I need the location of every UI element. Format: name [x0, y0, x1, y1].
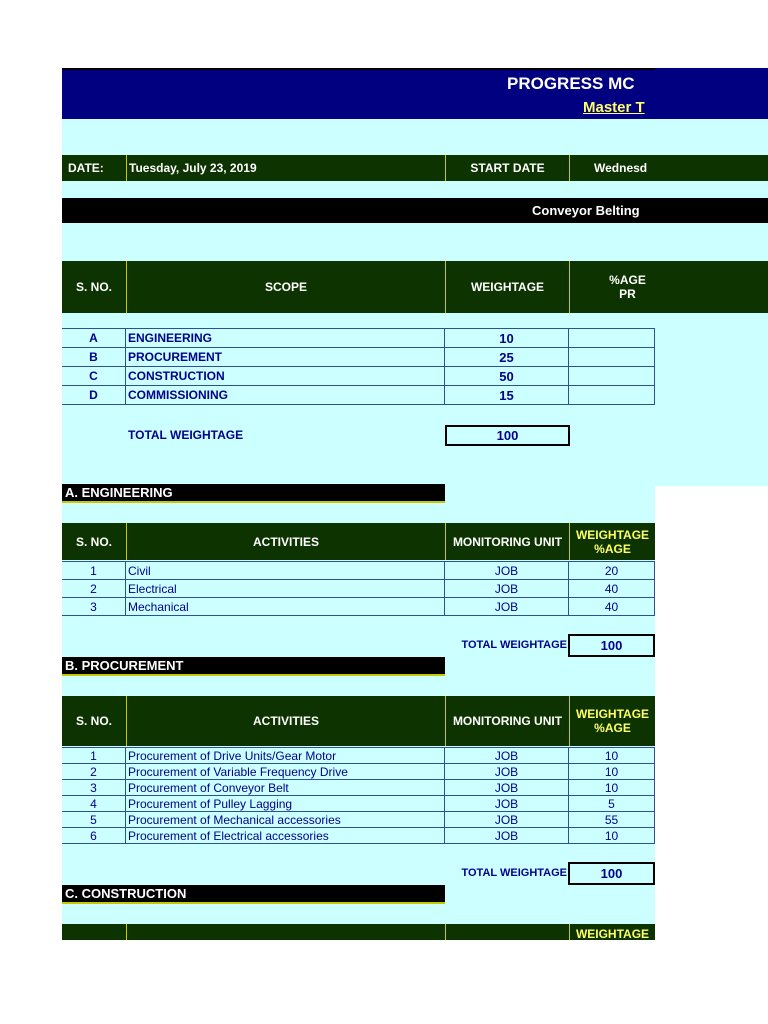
proc-sno: 5 — [62, 812, 126, 828]
eng-unit: JOB — [445, 562, 569, 580]
scope-rows — [62, 328, 655, 405]
cons-col-sno — [62, 924, 126, 940]
proc-activity: Procurement of Mechanical accessories — [126, 812, 445, 828]
title-bar-mask — [655, 68, 768, 119]
eng-sno: 2 — [62, 580, 126, 598]
date-bar — [62, 155, 768, 181]
proc-sno: 6 — [62, 828, 126, 844]
eng-col-weightage — [569, 523, 655, 560]
start-date-label: START DATE — [445, 155, 569, 181]
proc-col-weightage — [569, 696, 655, 746]
section-title-procurement: B. PROCUREMENT — [62, 657, 445, 676]
proc-sno: 3 — [62, 780, 126, 796]
scope-progress — [569, 367, 655, 386]
scope-col-weightage: WEIGHTAGE — [445, 261, 569, 313]
proc-weightage: 10 — [569, 828, 655, 844]
table-row — [62, 780, 655, 796]
scope-weightage: 15 — [445, 386, 569, 405]
table-row — [62, 812, 655, 828]
proc-activity: Procurement of Electrical accessories — [126, 828, 445, 844]
scope-total-label: TOTAL WEIGHTAGE — [128, 428, 244, 442]
date-value: Tuesday, July 23, 2019 — [126, 155, 507, 181]
scope-progress — [569, 386, 655, 405]
eng-sno: 1 — [62, 562, 126, 580]
eng-col-activities: ACTIVITIES — [126, 523, 445, 560]
scope-col-progress: %AGE PR — [569, 261, 655, 313]
table-row — [62, 828, 655, 844]
eng-activity: Mechanical — [126, 598, 445, 616]
proc-weightage: 55 — [569, 812, 655, 828]
eng-total-label: TOTAL WEIGHTAGE — [461, 639, 567, 651]
proc-total-label: TOTAL WEIGHTAGE — [461, 867, 567, 879]
start-date-value: Wednesd — [569, 155, 655, 181]
project-title: Conveyor Belting — [532, 203, 640, 218]
scope-name: ENGINEERING — [126, 329, 445, 348]
scope-name: CONSTRUCTION — [126, 367, 445, 386]
proc-col-weightage-line2: %AGE — [594, 721, 631, 735]
proc-unit: JOB — [445, 764, 569, 780]
page-subtitle: Master T — [583, 98, 645, 116]
scope-sno: D — [62, 386, 126, 405]
scope-progress — [569, 348, 655, 367]
eng-activity: Civil — [126, 562, 445, 580]
table-row — [62, 796, 655, 812]
eng-col-unit: MONITORING UNIT — [445, 523, 569, 560]
scope-sno: A — [62, 329, 126, 348]
scope-total-value: 100 — [445, 425, 570, 446]
table-row — [62, 562, 655, 580]
cons-col-weightage: WEIGHTAGE — [569, 924, 655, 940]
table-row — [62, 598, 655, 616]
table-row — [62, 764, 655, 780]
page-title: PROGRESS MC — [507, 74, 635, 93]
proc-unit: JOB — [445, 812, 569, 828]
scope-sno: C — [62, 367, 126, 386]
proc-sno: 1 — [62, 748, 126, 764]
scope-col-scope: SCOPE — [126, 261, 445, 313]
eng-weightage: 40 — [569, 598, 655, 616]
proc-col-activities: ACTIVITIES — [126, 696, 445, 746]
proc-col-sno: S. NO. — [75, 714, 112, 728]
proc-unit: JOB — [445, 828, 569, 844]
engineering-header — [62, 523, 655, 560]
proc-unit: JOB — [445, 748, 569, 764]
cons-col-unit — [445, 924, 569, 940]
eng-weightage: 20 — [569, 562, 655, 580]
table-row — [62, 329, 655, 348]
proc-unit: JOB — [445, 780, 569, 796]
scope-weightage: 50 — [445, 367, 569, 386]
proc-col-unit: MONITORING UNIT — [445, 696, 569, 746]
table-row — [62, 580, 655, 598]
proc-weightage: 10 — [569, 748, 655, 764]
eng-sno: 3 — [62, 598, 126, 616]
proc-weightage: 5 — [569, 796, 655, 812]
eng-unit: JOB — [445, 598, 569, 616]
construction-header — [62, 924, 655, 940]
project-bar — [62, 198, 768, 223]
table-row — [62, 748, 655, 764]
proc-sno: 2 — [62, 764, 126, 780]
eng-activity: Electrical — [126, 580, 445, 598]
proc-col-weightage-line1: WEIGHTAGE — [575, 707, 650, 721]
eng-total-value: 100 — [568, 634, 655, 657]
proc-activity: Procurement of Drive Units/Gear Motor — [126, 748, 445, 764]
proc-unit: JOB — [445, 796, 569, 812]
eng-unit: JOB — [445, 580, 569, 598]
procurement-header — [62, 696, 655, 746]
scope-col-sno: S. NO. — [75, 280, 112, 294]
table-row — [62, 367, 655, 386]
procurement-rows — [62, 747, 655, 844]
scope-name: COMMISSIONING — [126, 386, 445, 405]
eng-col-weightage-line2: %AGE — [594, 541, 631, 556]
engineering-rows — [62, 561, 655, 616]
scope-progress — [569, 329, 655, 348]
scope-header — [62, 261, 768, 313]
proc-activity: Procurement of Variable Frequency Drive — [126, 764, 445, 780]
date-label: DATE: — [68, 161, 104, 175]
proc-weightage: 10 — [569, 764, 655, 780]
section-title-engineering: A. ENGINEERING — [62, 484, 445, 503]
scope-weightage: 10 — [445, 329, 569, 348]
section-title-construction: C. CONSTRUCTION — [62, 885, 445, 904]
table-row — [62, 348, 655, 367]
proc-weightage: 10 — [569, 780, 655, 796]
eng-weightage: 40 — [569, 580, 655, 598]
table-row — [62, 386, 655, 405]
scope-name: PROCUREMENT — [126, 348, 445, 367]
proc-activity: Procurement of Pulley Lagging — [126, 796, 445, 812]
proc-total-value: 100 — [568, 862, 655, 885]
cons-col-activities — [126, 924, 445, 940]
eng-col-weightage-line1: WEIGHTAGE — [575, 527, 650, 542]
scope-sno: B — [62, 348, 126, 367]
scope-weightage: 25 — [445, 348, 569, 367]
eng-col-sno: S. NO. — [75, 534, 112, 549]
proc-activity: Procurement of Conveyor Belt — [126, 780, 445, 796]
proc-sno: 4 — [62, 796, 126, 812]
